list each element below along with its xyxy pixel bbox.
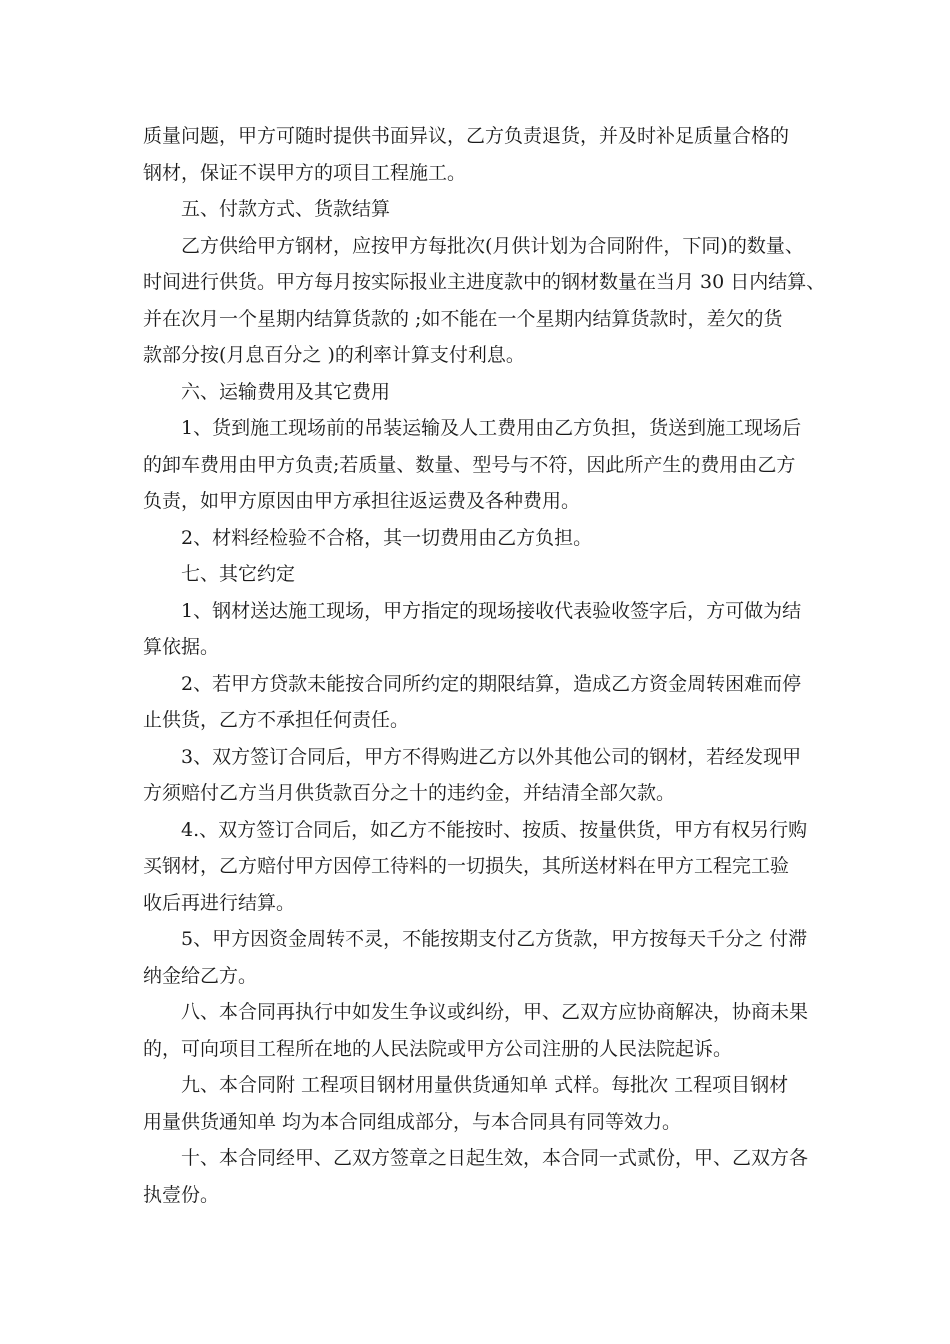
section-heading: 六、运输费用及其它费用: [143, 380, 391, 403]
section-heading: 十、本合同经甲、乙双方签章之日起生效，本合同一式贰份，甲、乙双方各: [143, 1147, 809, 1169]
text-line: 收后再进行结算。: [143, 891, 296, 914]
text-line: 用量供货通知单 均为本合同组成部分，与本合同具有同等效力。: [143, 1110, 682, 1133]
text-line: 质量问题，甲方可随时提供书面异议，乙方负责退货，并及时补足质量合格的: [143, 125, 790, 147]
text-line: 止供货，乙方不承担任何责任。: [143, 709, 410, 731]
text-line: 的，可向项目工程所在地的人民法院或甲方公司注册的人民法院起诉。: [143, 1037, 733, 1060]
text-line: 时间进行供货。甲方每月按实际报业主进度款中的钢材数量在当月 30 日内结算、: [143, 271, 826, 293]
section-heading: 七、其它约定: [143, 563, 296, 585]
section-heading: 八、本合同再执行中如发生争议或纠纷，甲、乙双方应协商解决，协商未果: [143, 1001, 809, 1023]
text-line: 5、甲方因资金周转不灵，不能按期支付乙方货款，甲方按每天千分之 付滞: [143, 928, 808, 950]
text-line: 买钢材，乙方赔付甲方因停工待料的一切损失，其所送材料在甲方工程完工验: [143, 855, 790, 877]
section-heading: 九、本合同附 工程项目钢材用量供货通知单 式样。每批次 工程项目钢材: [143, 1074, 789, 1096]
text-line: 4.、双方签订合同后，如乙方不能按时、按质、按量供货，甲方有权另行购: [143, 818, 808, 841]
text-line: 2、材料经检验不合格，其一切费用由乙方负担。: [143, 526, 593, 549]
text-line: 钢材，保证不误甲方的项目工程施工。: [143, 161, 467, 184]
text-line: 的卸车费用由甲方负责;若质量、数量、型号与不符，因此所产生的费用由乙方: [143, 453, 796, 476]
text-line: 1、货到施工现场前的吊装运输及人工费用由乙方负担，货送到施工现场后: [143, 417, 802, 439]
text-line: 1、钢材送达施工现场，甲方指定的现场接收代表验收签字后，方可做为结: [143, 599, 802, 622]
section-heading: 五、付款方式、货款结算: [143, 198, 391, 220]
text-line: 乙方供给甲方钢材，应按甲方每批次(月供计划为合同附件，下同)的数量、: [143, 234, 804, 257]
text-line: 2、若甲方贷款未能按合同所约定的期限结算，造成乙方资金周转困难而停: [143, 672, 802, 695]
text-line: 纳金给乙方。: [143, 964, 258, 987]
contract-text: [143, 118, 833, 1213]
text-line: 并在次月一个星期内结算货款的 ;如不能在一个星期内结算货款时，差欠的货: [143, 307, 783, 330]
text-line: 款部分按(月息百分之 )的利率计算支付利息。: [143, 344, 525, 366]
text-line: 3、双方签订合同后，甲方不得购进乙方以外其他公司的钢材，若经发现甲: [143, 745, 802, 768]
text-line: 方须赔付乙方当月供货款百分之十的违约金，并结清全部欠款。: [143, 782, 676, 804]
text-line: 负责，如甲方原因由甲方承担往返运费及各种费用。: [143, 490, 581, 512]
text-line: 算依据。: [143, 636, 220, 658]
text-line: 执壹份。: [143, 1183, 220, 1206]
